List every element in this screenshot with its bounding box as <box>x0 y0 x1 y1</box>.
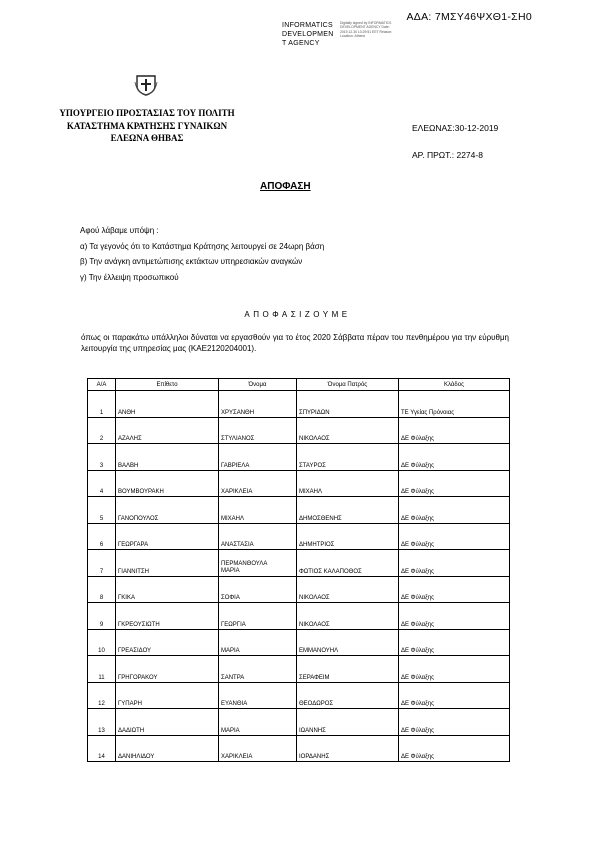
cell-name: ΜΑΡΙΑ <box>219 709 297 736</box>
cell-surname: ΓΡΗΓΟΡΑΚΟΥ <box>116 656 219 683</box>
header-name: Όνομα <box>219 379 297 391</box>
document-title: ΑΠΟΦΑΣΗ <box>260 181 311 192</box>
table-row <box>88 576 510 603</box>
header-aa: Α/Α <box>88 379 116 391</box>
cell-aa: 12 <box>88 682 116 709</box>
cell-name: ΑΝΑΣΤΑΣΙΑ <box>219 523 297 550</box>
cell-branch: ΔΕ Φύλαξης <box>399 629 510 656</box>
ministry-name: ΥΠΟΥΡΓΕΙΟ ΠΡΟΣΤΑΣΙΑΣ ΤΟΥ ΠΟΛΙΤΗ <box>59 108 235 118</box>
digital-signature-text: Digitally signed by INFORMATICS DEVELOPMENT AGENCY Date: 2019.12.30 13:29:51 EET Reason: Location: Athens <box>340 21 393 38</box>
cell-father-name: ΙΟΡΔΑΝΗΣ <box>297 735 399 762</box>
considerations-lead: Αφού λάβαμε υπόψη : <box>80 226 159 235</box>
cell-father-name: ΝΙΚΟΛΑΟΣ <box>297 417 399 444</box>
cell-father-name: ΣΤΑΥΡΟΣ <box>297 444 399 471</box>
cell-name: ΣΟΦΙΑ <box>219 576 297 603</box>
cell-branch: ΔΕ Φύλαξης <box>399 576 510 603</box>
institution-location: ΕΛΕΩΝΑ ΘΗΒΑΣ <box>110 133 184 143</box>
cell-name: ΜΙΧΑΗΛ <box>219 497 297 524</box>
table-row <box>88 550 510 577</box>
table-row <box>88 709 510 736</box>
cell-aa: 2 <box>88 417 116 444</box>
cell-branch: ΔΕ Φύλαξης <box>399 470 510 497</box>
cell-aa: 1 <box>88 391 116 418</box>
table-row <box>88 603 510 630</box>
cell-surname: ΑΝΘΗ <box>116 391 219 418</box>
cell-surname: ΓΑΝΟΠΟΥΛΟΣ <box>116 497 219 524</box>
cell-surname: ΔΑΔΙΩΤΗ <box>116 709 219 736</box>
cell-father-name: ΘΕΟΔΩΡΟΣ <box>297 682 399 709</box>
cell-branch: ΔΕ Φύλαξης <box>399 444 510 471</box>
table-row <box>88 682 510 709</box>
ada-code: ΑΔΑ: 7ΜΣΥ46ΨΧΘ1-ΣΗ0 <box>406 11 532 23</box>
cell-aa: 5 <box>88 497 116 524</box>
header-father-name: Όνομα Πατρός <box>297 379 399 391</box>
institution-name: ΚΑΤΑΣΤΗΜΑ ΚΡΑΤΗΣΗΣ ΓΥΝΑΙΚΩΝ <box>66 120 228 131</box>
cell-name: ΜΑΡΙΑ <box>219 629 297 656</box>
cell-branch: ΔΕ Φύλαξης <box>399 735 510 762</box>
cell-father-name: ΝΙΚΟΛΑΟΣ <box>297 576 399 603</box>
cell-aa: 11 <box>88 656 116 683</box>
cell-surname: ΓΕΩΡΓΑΡΑ <box>116 523 219 550</box>
ministry-header <box>38 107 256 145</box>
cell-branch: ΤΕ Υγείας Πρόνοιας <box>399 391 510 418</box>
place-date: ΕΛΕΩΝΑΣ:30-12-2019 <box>412 123 499 133</box>
ida-logo <box>282 21 334 48</box>
cell-branch: ΔΕ Φύλαξης <box>399 497 510 524</box>
cell-name: ΓΑΒΡΙΕΛΑ <box>219 444 297 471</box>
cell-branch: ΔΕ Φύλαξης <box>399 656 510 683</box>
cell-name-line: ΜΑΡΙΑ <box>221 567 240 574</box>
consideration-item: β) Την ανάγκη αντιμετώπισης εκτάκτων υπηρεσιακών αναγκών <box>80 257 303 266</box>
protocol-number: ΑΡ. ΠΡΩΤ.: 2274-8 <box>412 150 483 160</box>
cell-father-name: ΣΕΡΑΦΕΙΜ <box>297 656 399 683</box>
cell-name: ΕΥΑΝΘΙΑ <box>219 682 297 709</box>
greek-emblem-icon <box>134 74 158 96</box>
cell-name: ΣΑΝΤΡΑ <box>219 656 297 683</box>
cell-branch: ΔΕ Φύλαξης <box>399 682 510 709</box>
consideration-item: α) Τα γεγονός ότι το Κατάστημα Κράτησης λειτουργεί σε 24ωρη βάση <box>80 241 325 251</box>
ida-logo-line: T AGENCY <box>282 40 320 47</box>
cell-surname: ΔΑΝΙΗΛΙΔΟΥ <box>116 735 219 762</box>
cell-name: ΓΕΩΡΓΙΑ <box>219 603 297 630</box>
cell-aa: 3 <box>88 444 116 471</box>
cell-father-name: ΝΙΚΟΛΑΟΣ <box>297 603 399 630</box>
cell-name: ΧΑΡΙΚΛΕΙΑ <box>219 470 297 497</box>
cell-surname: ΒΑΛΒΗ <box>116 444 219 471</box>
cell-surname: ΓΚΙΚΑ <box>116 576 219 603</box>
table-row <box>88 497 510 524</box>
cell-branch: ΔΕ Φύλαξης <box>399 417 510 444</box>
table-header-row <box>88 379 510 391</box>
consideration-item: γ) Την έλλειψη προσωπικού <box>80 272 179 282</box>
cell-name: ΧΑΡΙΚΛΕΙΑ <box>219 735 297 762</box>
table-row <box>88 656 510 683</box>
table-row <box>88 523 510 550</box>
cell-father-name: ΔΗΜΟΣΘΕΝΗΣ <box>297 497 399 524</box>
cell-surname: ΓΥΠΑΡΗ <box>116 682 219 709</box>
cell-branch: ΔΕ Φύλαξης <box>399 603 510 630</box>
cell-surname: ΓΙΑΝΝΙΤΣΗ <box>116 550 219 577</box>
cell-father-name: ΣΠΥΡΙΔΩΝ <box>297 391 399 418</box>
cell-aa: 4 <box>88 470 116 497</box>
cell-father-name: ΕΜΜΑΝΟΥΗΛ <box>297 629 399 656</box>
cell-father-name: ΜΙΧΑΗΛ <box>297 470 399 497</box>
cell-aa: 7 <box>88 550 116 577</box>
table-row <box>88 391 510 418</box>
ida-logo-line: DEVELOPMEN <box>282 31 334 38</box>
cell-aa: 14 <box>88 735 116 762</box>
table-row <box>88 444 510 471</box>
header-surname: Επίθετο <box>116 379 219 391</box>
cell-name <box>219 550 297 577</box>
header-branch: Κλάδος <box>399 379 510 391</box>
cell-branch: ΔΕ Φύλαξης <box>399 550 510 577</box>
considerations <box>80 223 324 285</box>
cell-surname: ΑΖΑΛΗΣ <box>116 417 219 444</box>
staff-table-body <box>88 391 510 762</box>
cell-aa: 8 <box>88 576 116 603</box>
cell-surname: ΓΚΡΕΟΥΣΙΩΤΗ <box>116 603 219 630</box>
cell-aa: 9 <box>88 603 116 630</box>
cell-surname: ΒΟΥΜΒΟΥΡΑΚΗ <box>116 470 219 497</box>
decision-text: όπως οι παρακάτω υπάλληλοι δύναται να εργασθούν για το έτος 2020 Σάββατα πέραν του πενθημέρου για την εύρυθμη λειτουργία της υπηρεσίας μας (ΚΑΕ2120204001). <box>81 333 509 353</box>
cell-father-name: ΦΩΤΙΟΣ ΚΑΛΑΠΟΘΟΣ <box>297 550 399 577</box>
cell-name-line: ΠΕΡΜΑΝΘΟΥΛΑ <box>221 560 268 567</box>
cell-surname: ΓΡΕΑΣΙΔΟΥ <box>116 629 219 656</box>
cell-aa: 6 <box>88 523 116 550</box>
table-row <box>88 629 510 656</box>
cell-father-name: ΙΩΑΝΝΗΣ <box>297 709 399 736</box>
cell-name: ΣΤΥΛΙΑΝΟΣ <box>219 417 297 444</box>
table-row <box>88 417 510 444</box>
table-row <box>88 735 510 762</box>
cell-father-name: ΔΗΜΗΤΡΙΟΣ <box>297 523 399 550</box>
cell-branch: ΔΕ Φύλαξης <box>399 709 510 736</box>
decision-heading: ΑΠΟΦΑΣΙΖΟΥΜΕ <box>244 310 351 319</box>
cell-branch: ΔΕ Φύλαξης <box>399 523 510 550</box>
cell-aa: 10 <box>88 629 116 656</box>
cell-aa: 13 <box>88 709 116 736</box>
cell-name: ΧΡΥΣΑΝΘΗ <box>219 391 297 418</box>
staff-table <box>87 378 510 762</box>
ida-logo-line: INFORMATICS <box>282 22 334 29</box>
table-row <box>88 470 510 497</box>
